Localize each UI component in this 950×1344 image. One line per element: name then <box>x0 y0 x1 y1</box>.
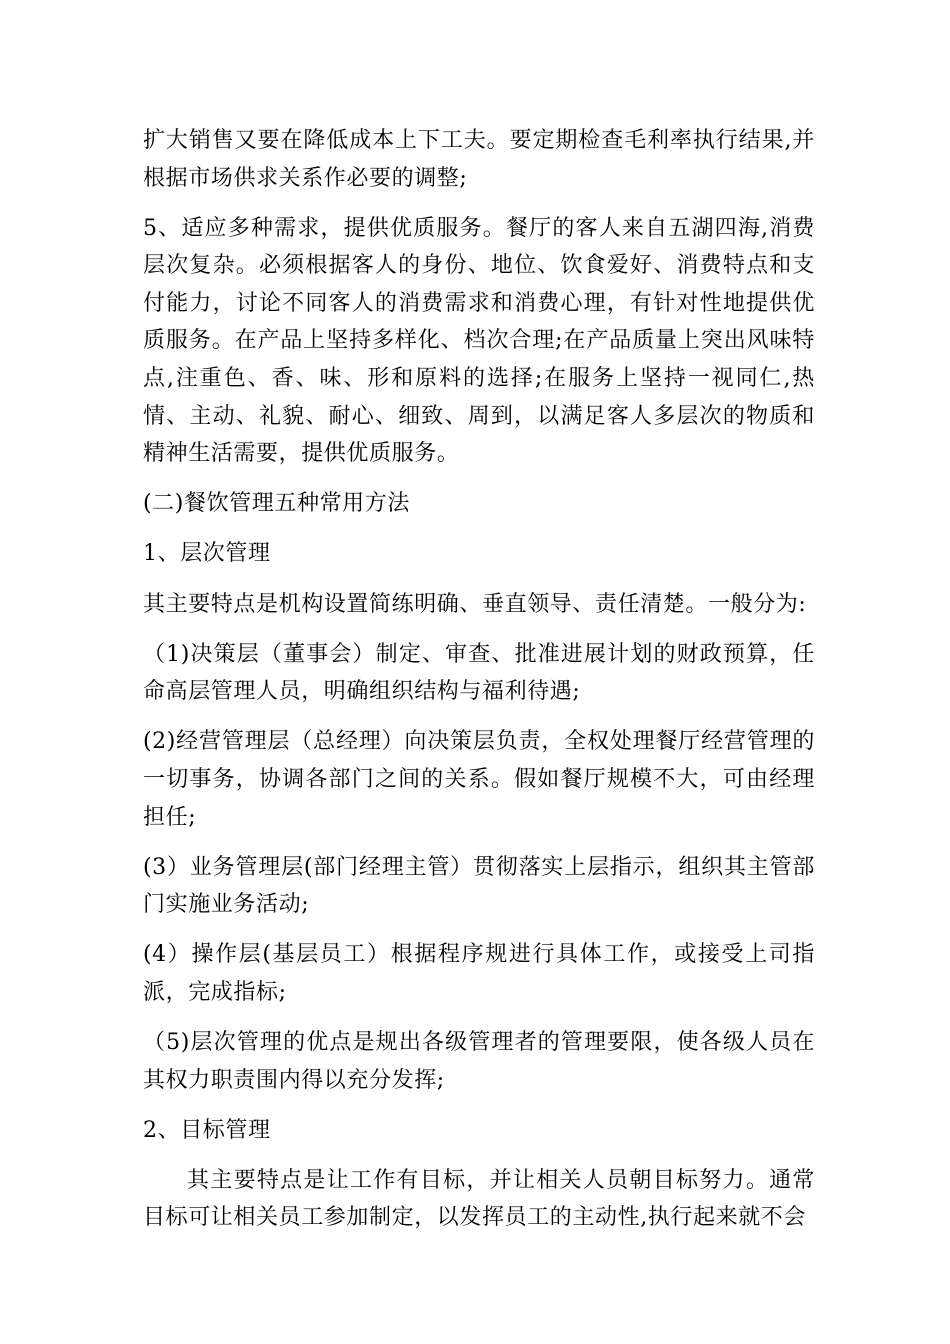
paragraph-operation-layer: (4）操作层(基层员工）根据程序规进行具体工作，或接受上司指派，完成指标; <box>143 942 815 1005</box>
section-heading-methods: (二)餐饮管理五种常用方法 <box>143 491 410 517</box>
subheading-level-management: 1、层次管理 <box>143 541 271 567</box>
subheading-goal-management: 2、目标管理 <box>143 1117 271 1143</box>
paragraph-business-management: (3）业务管理层(部门经理主管）贯彻落实上层指示，组织其主管部门实施业务活动; <box>143 854 815 918</box>
paragraph-level-advantages: （5)层次管理的优点是规出各级管理者的管理要限，使各级人员在其权力职责围内得以充分发挥; <box>143 1029 815 1093</box>
paragraph-goal-features: 其主要特点是让工作有目标，并让相关人员朝目标努力。通常目标可让相关员工参加制定，以发挥员工的主动性,执行起来就不会 <box>143 1167 815 1231</box>
paragraph-decision-layer: （1)决策层（董事会）制定、审查、批准进展计划的财政预算，任命高层管理人员，明确组织结构与福利待遇; <box>143 641 815 705</box>
document-body <box>143 122 815 1249</box>
paragraph-operations-management: (2)经营管理层（总经理）向决策层负责，全权处理餐厅经营管理的一切事务，协调各部门之间的关系。假如餐厅规模不大，可由经理担任; <box>143 729 815 830</box>
paragraph-level-features: 其主要特点是机构设置简练明确、垂直领导、责任清楚。一般分为: <box>143 591 807 617</box>
paragraph-sales-adjustment: 扩大销售又要在降低成本上下工夫。要定期检查毛利率执行结果,并根据市场供求关系作必要的调整; <box>143 128 815 191</box>
paragraph-quality-service: 5、适应多种需求，提供优质服务。餐厅的客人来自五湖四海,消费层次复杂。必须根据客人的身份、地位、饮食爱好、消费特点和支付能力，讨论不同客人的消费需求和消费心理，有针对性地提供优质服务。在产品上坚持多样化、档次合理;在产品质量上突出风味特点,注重色、香、味、形和原料的选择;在服务上坚持一视同仁,热情、主动、礼貌、耐心、细致、周到，以满足客人多层次的物质和精神生活需要，提供优质服务。 <box>143 215 815 467</box>
